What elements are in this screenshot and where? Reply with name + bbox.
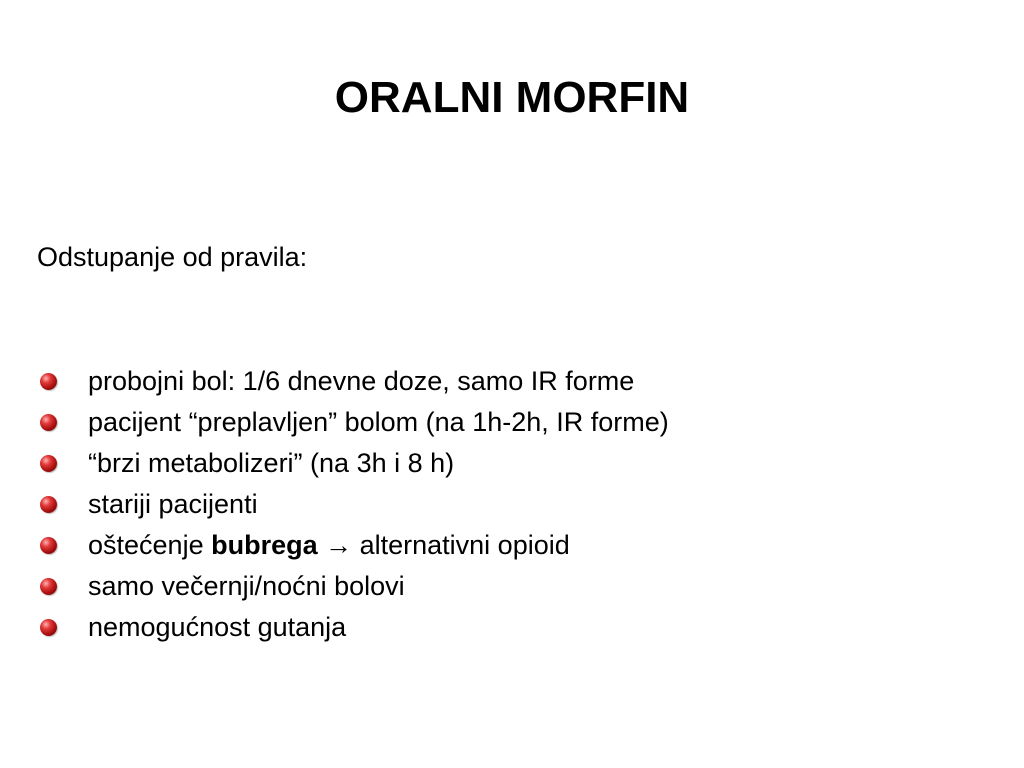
red-bullet-icon xyxy=(40,373,57,390)
bullet-text-suffix: → alternativni opioid xyxy=(317,530,570,560)
red-bullet-icon xyxy=(40,578,57,595)
bullet-text-bold: bubrega xyxy=(211,530,318,560)
bullet-text: probojni bol: 1/6 dnevne doze, samo IR forme xyxy=(88,366,635,396)
red-bullet-icon xyxy=(40,537,57,554)
red-bullet-icon xyxy=(40,619,57,636)
bullet-text: samo večernji/noćni bolovi xyxy=(88,571,405,601)
slide-title: ORALNI MORFIN xyxy=(334,73,690,122)
red-bullet-icon xyxy=(40,496,57,513)
bullet-text: “brzi metabolizeri” (na 3h i 8 h) xyxy=(88,448,455,478)
bullet-text: pacijent “preplavljen” bolom (na 1h-2h, IR forme) xyxy=(88,407,669,437)
bullet-text: stariji pacijenti xyxy=(88,489,258,519)
bullet-text xyxy=(88,528,570,562)
bullet-text: nemogućnost gutanja xyxy=(88,612,347,642)
red-bullet-icon xyxy=(40,455,57,472)
red-bullet-icon xyxy=(40,414,57,431)
intro-text: Odstupanje od pravila: xyxy=(37,242,308,272)
bullet-text-prefix: oštećenje xyxy=(88,530,212,560)
